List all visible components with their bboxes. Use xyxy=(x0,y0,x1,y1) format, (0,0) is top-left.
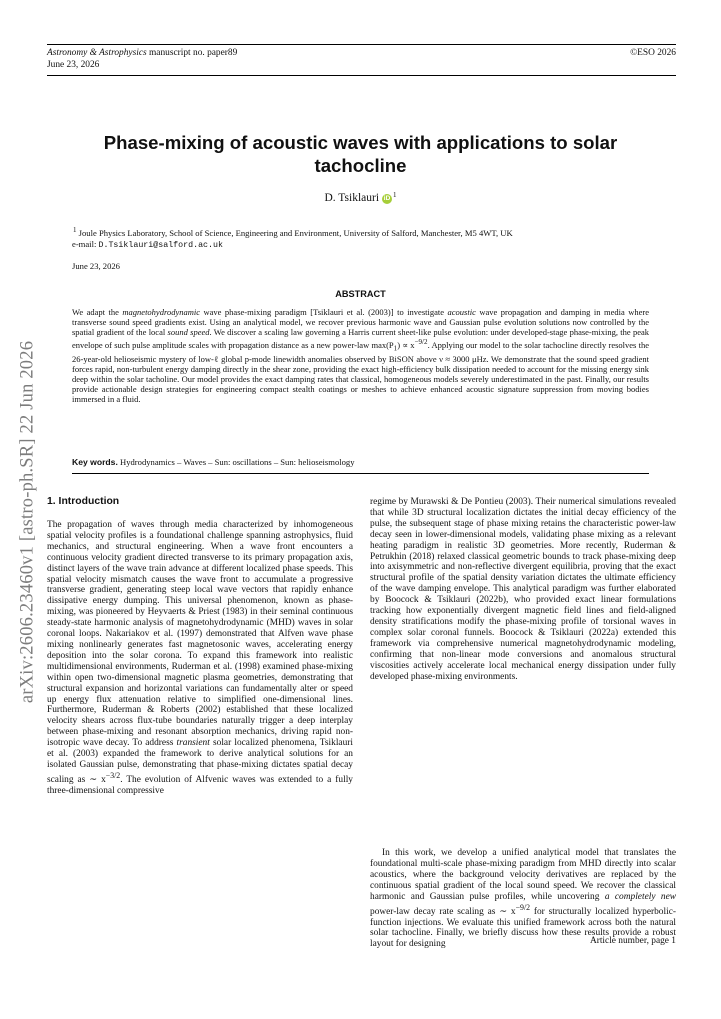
keywords-line xyxy=(72,457,649,467)
affiliation-text: Joule Physics Laboratory, School of Science, Engineering and Environment, University of Salford, Manchester, M5 4WT, UK xyxy=(78,228,513,238)
author-name: D. Tsiklauri xyxy=(324,192,380,204)
header-date: June 23, 2026 xyxy=(47,60,100,70)
paper-title: Phase-mixing of acoustic waves with applications to solar tachocline xyxy=(103,132,618,176)
arxiv-identifier: arXiv:2606.23460v1 [astro-ph.SR] 22 Jun 2026 xyxy=(17,340,38,704)
abstract-superscript: −9/2 xyxy=(414,338,428,347)
abstract-part: wave phase-mixing paradigm [Tsiklauri et al. (2003)] to investigate xyxy=(200,307,448,317)
section-heading: 1. Introduction xyxy=(47,496,120,507)
journal-line xyxy=(47,47,237,59)
body-emphasis: transient xyxy=(176,738,210,749)
keywords-label: Key words. xyxy=(72,457,118,467)
intro-right-column-p1: regime by Murawski & De Pontieu (2003). Their numerical simulations revealed that while 3D structural localization dictates the initial decay efficiency of the pulse, the subsequent stage of phase mixing retains the characteristic power-law decay seen in lower-dimensional models, validating phase mixing as a relevant heating paradigm in realistic 3D geometries. More recently, Ruderman & Petrukhin (2018) relaxed classical geometric bounds to track phase-mixing deep into axisymmetric and non-reflective divergent equilibria, proving that the exact structural profile of the spatial density variation dictates the ultimate efficiency of the wave damping envelope. This analytical paradigm was further elaborated by Boocock & Tsiklauri (2022b), who provided exact linear formulations tracking how exponentially divergent magnetic field lines and field-aligned density stratifications modify the phase-mixing profile of torsional waves in complex solar coronal funnels. Boocock & Tsiklauri (2022a) extended this framework via comprehensive numerical magnetohydrodynamic modeling, confirming that non-linear mode conversions and anomalous structural viscosities actively accelerate local mechanical energy dissipation under fully developed phase-mixing environments. xyxy=(370,497,676,682)
email-label: e-mail: xyxy=(72,239,99,249)
body-text: solar localized phenomena, Tsiklauri et al. (2003) expanded the framework to derive analytical solutions for an isolated Gaussian pulse, demonstrating that phase-mixing dictates spatial decay scaling as ∼ x xyxy=(47,738,353,785)
manuscript-number: manuscript no. paper89 xyxy=(146,48,238,58)
abstract-emphasis: acoustic xyxy=(447,307,476,317)
affiliation-number: 1 xyxy=(73,226,77,234)
abstract-heading: ABSTRACT xyxy=(335,289,386,299)
intro-left-column xyxy=(47,520,353,797)
body-text: for structurally localized hyperbolic-function injections. We evaluate this unified framework across both the natural solar tachocline. Finally, we briefly discuss how these results provide a robust layout for designing xyxy=(370,906,676,950)
affiliation-mark: 1 xyxy=(393,191,397,199)
orcid-icon[interactable]: iD xyxy=(383,195,391,202)
running-header xyxy=(47,44,676,76)
abstract-part: . Applying our model to the solar tachocline directly resolves the 26-year-old helioseismic mystery of low-ℓ global p-mode linewidth anomalies observed by BiSON above ν ≈ 3000 μHz. We demonstrate that the sound speed gradient forces rapid, non-turbulent energy damping directly in the shear zone, providing the exact high-efficiency bulk dissipation needed to account for the missing energy sink deep within the solar tacholine. Our model provides the exact damping rates that classical, homogeneous models severely underestimated in the past. Finally, our results provide actionable design strategies for engineering compact stealth coatings or meshes to achieve enhanced acoustic signature suppression from moving bodies immersed in a fluid. xyxy=(72,340,649,405)
abstract-subscript: 1 xyxy=(393,344,398,353)
body-text: The propagation of waves through media characterized by inhomogeneous spatial velocity profiles is a foundational challenge spanning astrophysics, fluid mechanics, and structural engineering. When a wave front encounters a continuous velocity gradient directed transverse to its primary propagation axis, distinct layers of the wave train advance at different localized phase speeds. This spatial velocity mismatch causes the wave front to accumulate a progressive transverse gradient, generating steep local wave vectors that rapidly enhance dissipative energy dumping. This universal phenomenon, known as phase-mixing, was pioneered by Heyvaerts & Priest (1983) in their seminal continuous steady-state harmonic analysis of magnetohydrodynamic (MHD) waves in solar coronal loops. Nakariakov et al. (1997) demonstrated that Alfven wave phase mixing nonlinearly generates fast magnetosonic waves, accelerating energy deposition into the solar corona. To expand this framework into realistic multidimensional environments, Ruderman et al. (1998) examined phase-mixing within open two-dimensional magnetic plasma geometries, demonstrating that structural expansion and horizontal variations can fundamentally alter or speed up energy flux attenuation relative to simplified one-dimensional lines. Furthermore, Ruderman & Roberts (2002) established that these localized velocity shears across flux-tube boundaries naturally trigger a deep interplay between phase-mixing and resonant absorption mechanics, driving rapid non-isotropic wave decay. To address xyxy=(47,520,353,749)
body-text: . The evolution of Alfvenic waves was extended to a fully three-dimensional compressive xyxy=(47,774,353,796)
abstract-emphasis: sound speed xyxy=(167,327,210,338)
body-superscript: −9/2 xyxy=(515,902,531,912)
abstract-part: We adapt the xyxy=(72,307,123,317)
journal-name: Astronomy & Astrophysics xyxy=(47,48,147,58)
page-footer: Article number, page 1 xyxy=(589,936,676,946)
abstract-part: wave propagation and damping in media where transverse sound speed gradients exist. Using an analytical model, we recover previous harmonic wave and Gaussian pulse evolution solutions now controlled by the spatial gradient of the local xyxy=(72,307,650,338)
body-superscript: −3/2 xyxy=(105,770,121,780)
intro-right-column-p2 xyxy=(370,848,676,950)
abstract-part: . We discover a scaling law governing a Harris current sheet-like pulse evolution: under developed-stage phase-mixing, the peak envelope of such pulse amplitude scales with propagation distance as a new power-law max(P xyxy=(72,327,649,351)
body-emphasis: a completely new xyxy=(604,891,676,902)
abstract-text xyxy=(72,307,649,404)
author-line xyxy=(60,191,661,204)
affiliation-block xyxy=(72,225,662,251)
keywords-text: Hydrodynamics – Waves – Sun: oscillations – Sun: helioseismology xyxy=(117,457,355,467)
copyright: ©ESO 2026 xyxy=(630,48,676,58)
abstract-emphasis: magnetohydrodynamic xyxy=(122,307,200,317)
email-link[interactable]: D.Tsiklauri@salford.ac.uk xyxy=(98,241,223,250)
body-text: In this work, we develop a unified analytical model that translates the foundational multi-scale phase-mixing paradigm from MHD directly into scalar acoustics, where the background velocity derivatives are replaced by the continuous spatial gradient of the local sound speed. We recover the classical harmonic and Gaussian pulse profiles, while uncovering xyxy=(370,848,676,902)
body-text: power-law decay rate scaling as ∼ x xyxy=(370,906,516,917)
abstract-part: ) ∝ x xyxy=(397,340,415,351)
arxiv-sidebar xyxy=(8,300,48,745)
abstract-divider xyxy=(72,473,649,474)
received-date: June 23, 2026 xyxy=(72,261,120,271)
